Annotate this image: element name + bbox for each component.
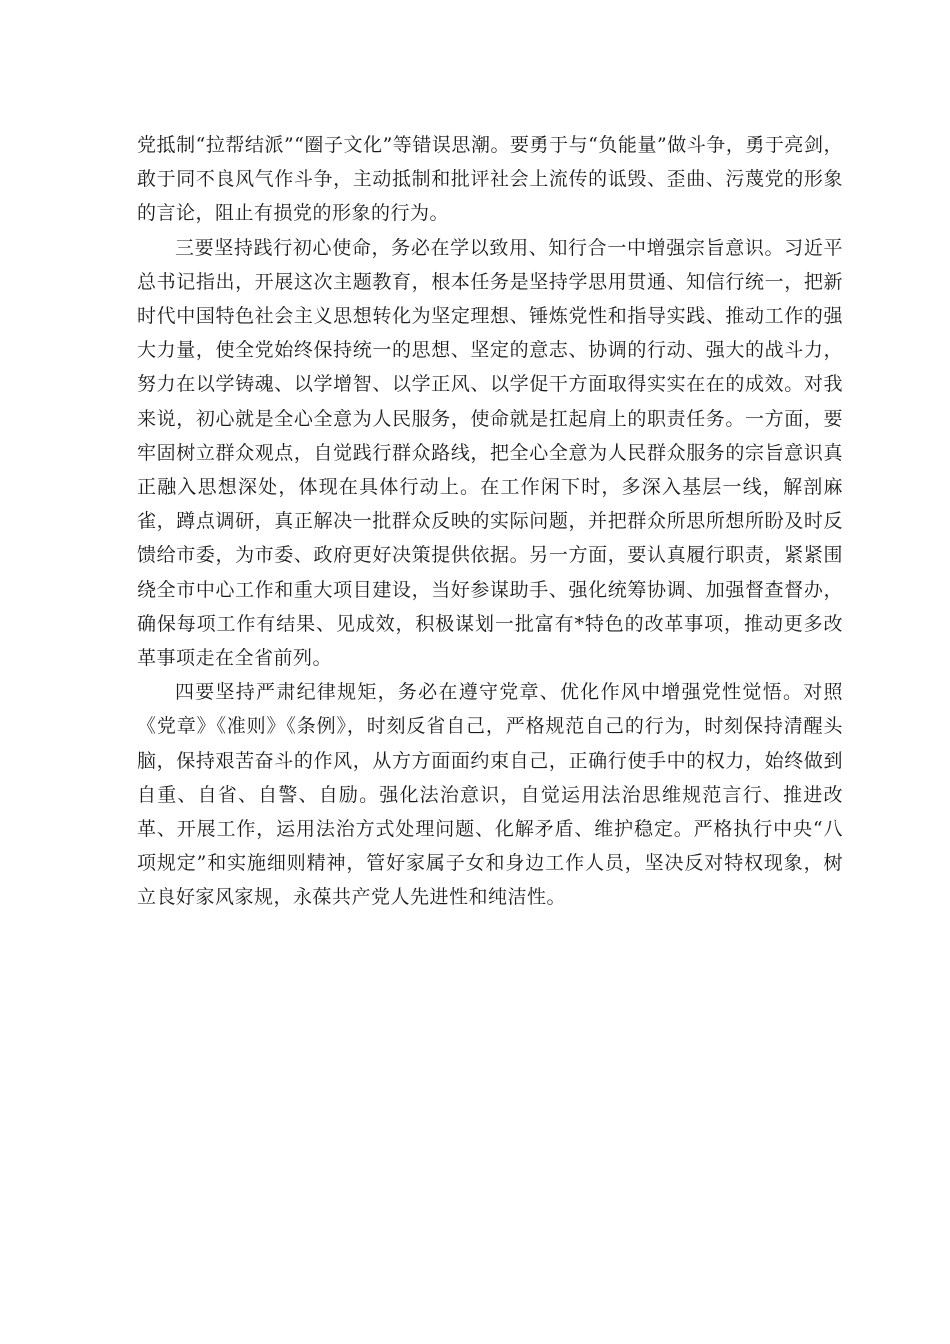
document-body — [137, 128, 843, 915]
paragraph-continuation: 党抵制“拉帮结派”“圈子文化”等错误思潮。要勇于与“负能量”做斗争，勇于亮剑，敢于同不良风气作斗争，主动抵制和批评社会上流传的诋毁、歪曲、污蔑党的形象的言论，阻止有损党的形象的行为。 — [137, 134, 843, 225]
paragraph-point-three: 三要坚持践行初心使命，务必在学以致用、知行合一中增强宗旨意识。习近平总书记指出，开展这次主题教育，根本任务是坚持学思用贯通、知信行统一，把新时代中国特色社会主义思想转化为坚定理想、锤炼党性和指导实践、推动工作的强大力量，使全党始终保持统一的思想、坚定的意志、协调的行动、强大的战斗力，努力在以学铸魂、以学增智、以学正风、以学促干方面取得实实在在的成效。对我来说，初心就是全心全意为人民服务，使命就是扛起肩上的职责任务。一方面，要牢固树立群众观点，自觉践行群众路线，把全心全意为人民群众服务的宗旨意识真正融入思想深处，体现在具体行动上。在工作闲下时，多深入基层一线，解剖麻雀，蹲点调研，真正解决一批群众反映的实际问题，并把群众所思所想所盼及时反馈给市委，为市委、政府更好决策提供依据。另一方面，要认真履行职责，紧紧围绕全市中心工作和重大项目建设，当好参谋助手、强化统筹协调、加强督查督办，确保每项工作有结果、见成效，积极谋划一批富有*特色的改革事项，推动更多改革事项走在全省前列。 — [137, 236, 843, 670]
paragraph-point-four: 四要坚持严肃纪律规矩，务必在遵守党章、优化作风中增强党性觉悟。对照《党章》《准则》《条例》，时刻反省自己，严格规范自己的行为，时刻保持清醒头脑，保持艰苦奋斗的作风，从方方面面约束自己，正确行使手中的权力，始终做到自重、自省、自警、自励。强化法治意识，自觉运用法治思维规范言行、推进改革、开展工作，运用法治方式处理问题、化解矛盾、维护稳定。严格执行中央“八项规定”和实施细则精神，管好家属子女和身边工作人员，坚决反对特权现象，树立良好家风家规，永葆共产党人先进性和纯洁性。 — [137, 681, 843, 909]
